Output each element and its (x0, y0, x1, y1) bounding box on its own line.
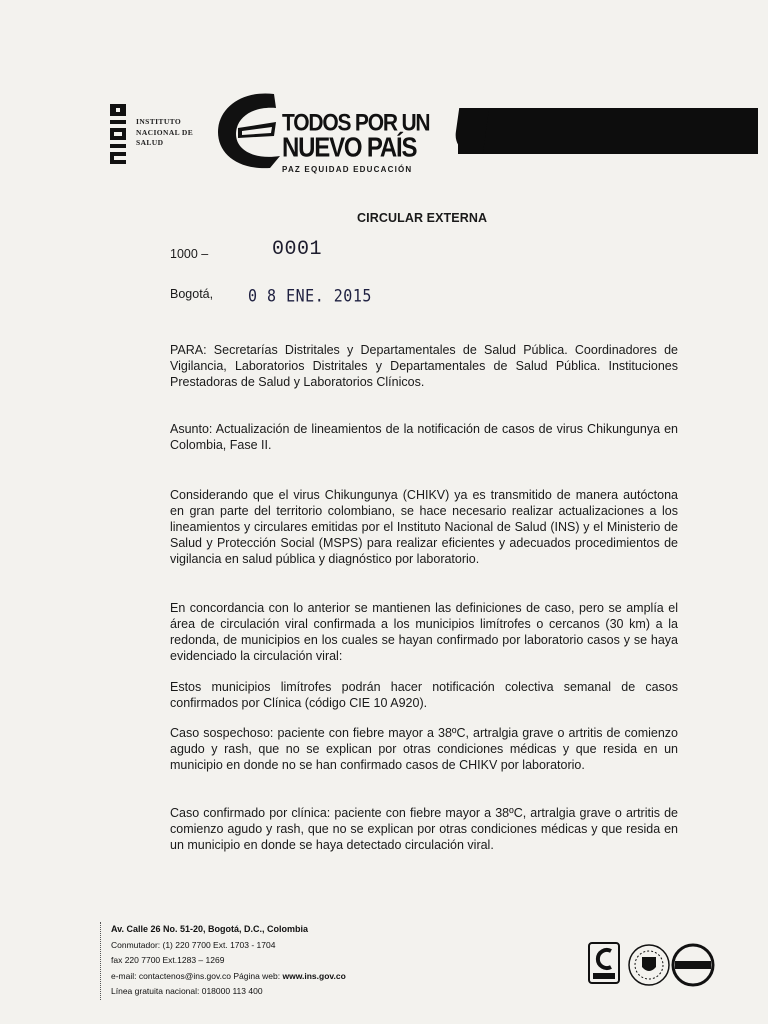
footer-fax: fax 220 7700 Ext.1283 – 1269 (111, 955, 225, 965)
ins-text-line-3: SALUD (136, 138, 164, 147)
ins-logo-text (136, 117, 193, 149)
footer-toll-free: Línea gratuita nacional: 018000 113 400 (111, 986, 263, 996)
footer-email: e-mail: contactenos@ins.gov.co Página web: (111, 970, 283, 981)
place-label: Bogotá, (170, 287, 214, 301)
gov-logo-line-1: TODOS POR UN (282, 109, 430, 137)
colombia-coat-of-arms-seal-icon (629, 945, 669, 985)
subject-paragraph: Asunto: Actualización de lineamientos de la notificación de casos de virus Chikungunya en Colombia, Fase II. (170, 422, 678, 452)
circular-code-label: 1000 – (170, 247, 209, 261)
document-title: CIRCULAR EXTERNA (357, 211, 488, 225)
header-black-bar (458, 108, 758, 154)
iqnet-seal-icon (673, 945, 713, 985)
certification-seals (587, 941, 715, 993)
ins-text-line-2: NACIONAL DE (136, 127, 194, 137)
recipients-paragraph: PARA: Secretarías Distritales y Departamentales de Salud Pública. Coordinadores de Vigilancia, Laboratorios Distritales y Departamentales de Salud Pública. Instituciones Prestadoras de Salud y Laboratorios Clínicos. (170, 343, 678, 389)
gov-logo-text (282, 111, 429, 174)
icontec-seal-icon (589, 943, 619, 983)
gov-logo-line-2: NUEVO PAÍS (282, 132, 417, 164)
body-paragraph-1: Considerando que el virus Chikungunya (CHIKV) ya es transmitido de manera autóctona en gran parte del territorio colombiano, se hace necesario realizar actualizaciones a los lineamientos y circulares emitidas por el Instituto Nacional de Salud (INS) y el Ministerio de Salud y Protección Social (MSPS) para realizar eficientes y adecuados procedimientos de vigilancia en salud pública y diagnóstico por laboratorio. (170, 488, 678, 566)
body-paragraph-5: Caso confirmado por clínica: paciente con fiebre mayor a 38ºC, artralgia grave o artritis de comienzo agudo y rash, que no se explican por otras condiciones médicas y que resida en un municipio en donde se haya detectado circulación viral. (170, 806, 678, 852)
footer-contact (100, 922, 346, 1000)
ins-logo-icon (108, 104, 128, 164)
date-stamp: 0 8 ENE. 2015 (248, 285, 372, 307)
gov-logo-tagline: PAZ EQUIDAD EDUCACIÓN (282, 165, 413, 174)
footer-email-web (111, 969, 346, 985)
footer-address: Av. Calle 26 No. 51-20, Bogotá, D.C., Colombia (111, 924, 309, 934)
body-paragraph-2: En concordancia con lo anterior se mantienen las definiciones de caso, pero se amplía el área de circulación viral confirmada a los municipios limítrofes o cercanos (30 km) a la redonda, de municipios en los cuales se hayan confirmado por laboratorio casos y se haya evidenciado la circulación viral: (170, 601, 678, 663)
ins-text-line-1: INSTITUTO (136, 117, 182, 126)
footer-phone: Conmutador: (1) 220 7700 Ext. 1703 - 1704 (111, 939, 276, 950)
body-paragraph-4: Caso sospechoso: paciente con fiebre mayor a 38ºC, artralgia grave o artritis de comienzo agudo y rash, que no se explican por otras condiciones médicas y que resida en un municipio en donde no se han confirmado casos de CHIKV por laboratorio. (170, 726, 678, 772)
circular-number-stamp: 0001 (272, 238, 323, 261)
todos-por-un-nuevo-pais-logo-icon (212, 90, 282, 172)
footer-web-link[interactable]: www.ins.gov.co (282, 970, 346, 981)
body-paragraph-3: Estos municipios limítrofes podrán hacer notificación colectiva semanal de casos confirmados por Clínica (código CIE 10 A920). (170, 680, 678, 710)
